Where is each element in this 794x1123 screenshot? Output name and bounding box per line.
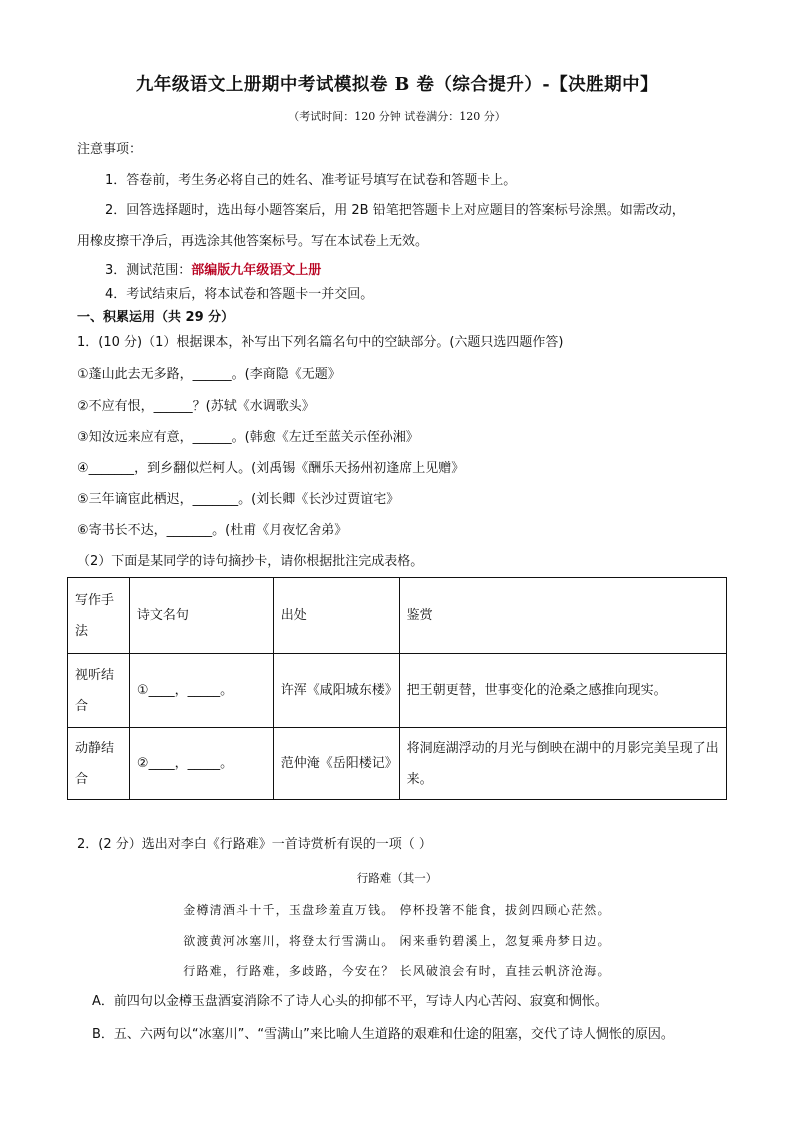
table-cell: 动静结合 [68, 728, 130, 800]
table-header-cell: 出处 [273, 578, 399, 654]
table-cell: 范仲淹《岳阳楼记》 [273, 728, 399, 800]
table-cell: 将洞庭湖浮动的月光与倒映在湖中的月影完美呈现了出来。 [399, 728, 726, 800]
note-item-3 [105, 262, 321, 280]
table-cell: 许浑《咸阳城东楼》 [273, 654, 399, 728]
blank-item-5: ⑤三年谪宦此栖迟，_______。(刘长卿《长沙过贾谊宅》 [77, 492, 400, 507]
poem-card-table [67, 577, 727, 800]
question-1-stem: 1．(10 分)（1）根据课本，补写出下列名篇名句中的空缺部分。(六题只选四题作答) [77, 335, 564, 350]
table-cell: 把王朝更替，世事变化的沧桑之感推向现实。 [399, 654, 726, 728]
question-2-stem: 2．(2 分）选出对李白《行路难》一首诗赏析有误的一项（ ） [77, 837, 432, 852]
poem-title: 行路难（其一） [356, 871, 438, 885]
table-row [68, 728, 727, 800]
option-b: B．五、六两句以“冰塞川”、“雪满山”来比喻人生道路的艰难和仕途的阻塞，交代了诗人惆怅的原因。 [92, 1027, 674, 1042]
blank-item-1: ①蓬山此去无多路，______。(李商隐《无题》 [77, 367, 341, 382]
table-cell: ①____，_____。 [129, 654, 273, 728]
table-cell: 视听结合 [68, 654, 130, 728]
poem-line-2: 欲渡黄河冰塞川，将登太行雪满山。 闲来垂钓碧溪上，忽复乘舟梦日边。 [183, 934, 611, 948]
question-1-part-2: （2）下面是某同学的诗句摘抄卡，请你根据批注完成表格。 [77, 554, 424, 569]
poem-line-3: 行路难，行路难，多歧路，今安在？ 长风破浪会有时，直挂云帆济沧海。 [183, 964, 611, 978]
test-scope: 部编版九年级语文上册 [191, 263, 322, 278]
table-cell: ②____，_____。 [129, 728, 273, 800]
note-item-3-prefix: 3．测试范围： [105, 263, 192, 278]
table-header-cell: 写作手法 [68, 578, 130, 654]
poem-line-1: 金樽清酒斗十千，玉盘珍羞直万钱。 停杯投箸不能食，拔剑四顾心茫然。 [183, 903, 611, 917]
blank-item-6: ⑥寄书长不达，_______。(杜甫《月夜忆舍弟》 [77, 523, 348, 538]
section-1-heading: 一、积累运用（共 29 分） [77, 310, 235, 325]
blank-item-2: ②不应有恨，______？(苏轼《水调歌头》 [77, 399, 315, 414]
table-header-cell: 诗文名句 [129, 578, 273, 654]
notes-heading: 注意事项： [77, 142, 143, 157]
table-header-row [68, 578, 727, 654]
option-a: A．前四句以金樽玉盘酒宴消除不了诗人心头的抑郁不平，写诗人内心苦闷、寂寞和惆怅。 [92, 994, 608, 1009]
table-header-cell: 鉴赏 [399, 578, 726, 654]
table-row [68, 654, 727, 728]
note-item-4: 4．考试结束后，将本试卷和答题卡一并交回。 [105, 287, 374, 302]
note-item-1: 1．答卷前，考生务必将自己的姓名、准考证号填写在试卷和答题卡上。 [105, 173, 517, 188]
blank-item-4: ④_______，到乡翻似烂柯人。(刘禹锡《酬乐天扬州初逢席上见赠》 [77, 461, 465, 476]
note-item-2-line-2: 用橡皮擦干净后，再选涂其他答案标号。写在本试卷上无效。 [77, 234, 429, 249]
exam-title: 九年级语文上册期中考试模拟卷 B 卷（综合提升）-【决胜期中】 [135, 75, 659, 95]
blank-item-3: ③知汝远来应有意，______。(韩愈《左迁至蓝关示侄孙湘》 [77, 430, 419, 445]
note-item-2-line-1: 2．回答选择题时，选出每小题答案后，用 2B 铅笔把答题卡上对应题目的答案标号涂黑。如需改动， [105, 203, 685, 218]
exam-subtitle: （考试时间：120 分钟 试卷满分：120 分） [288, 110, 506, 123]
